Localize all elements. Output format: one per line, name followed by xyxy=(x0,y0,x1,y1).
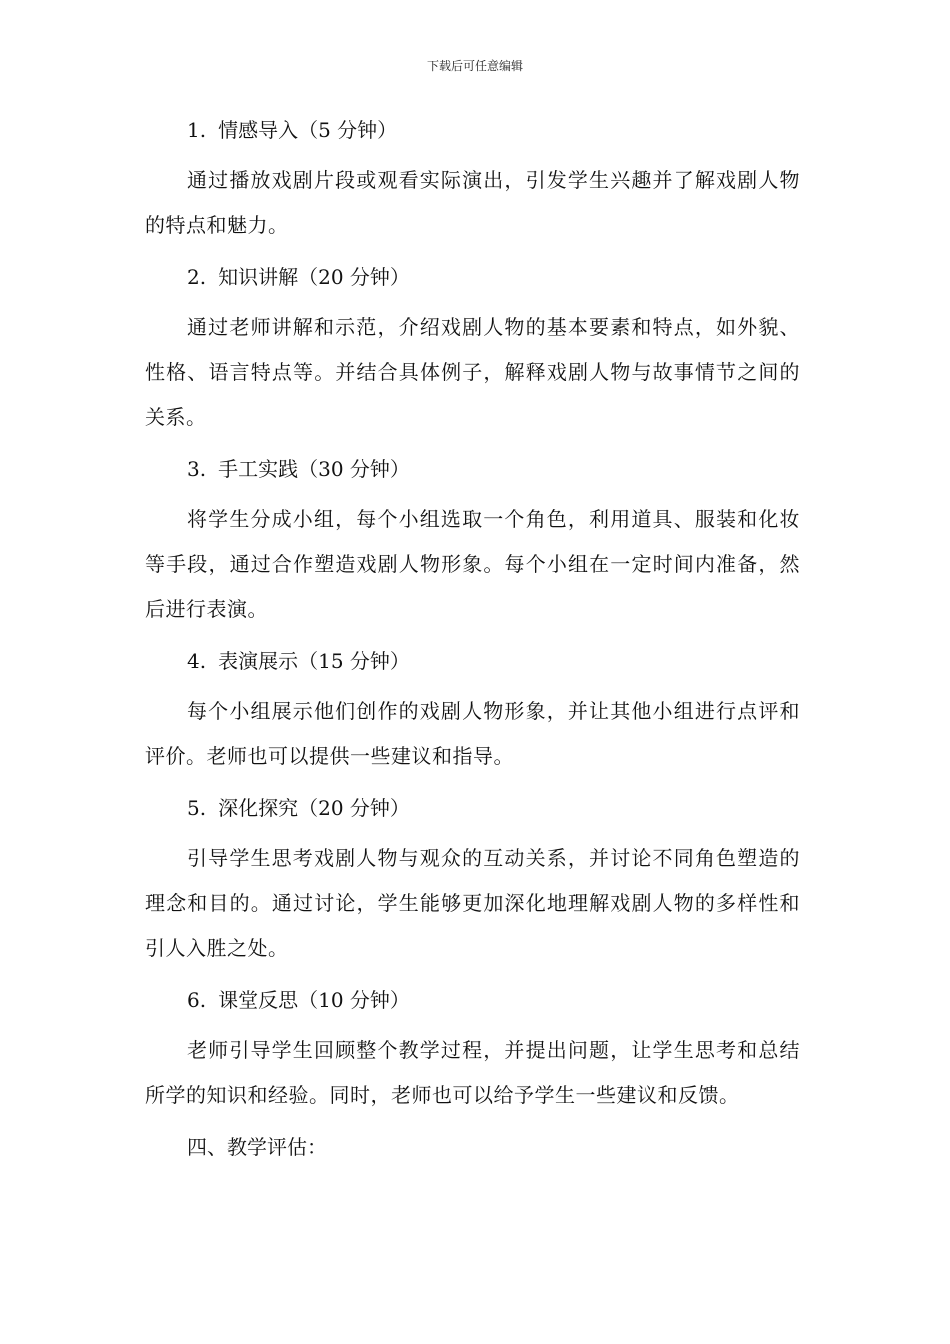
section-number: 4. xyxy=(187,649,207,673)
evaluation-section-title: 四、教学评估： xyxy=(187,1135,327,1159)
section-number: 1. xyxy=(187,118,207,142)
section-paragraph-3: 将学生分成小组，每个小组选取一个角色，利用道具、服装和化妆等手段，通过合作塑造戏剧人物形象。每个小组在一定时间内准备，然后进行表演。 xyxy=(145,507,800,621)
section-heading-5 xyxy=(145,789,800,827)
section-paragraph-4: 每个小组展示他们创作的戏剧人物形象，并让其他小组进行点评和评价。老师也可以提供一些建议和指导。 xyxy=(145,699,800,768)
section-title: 深化探究（20 分钟） xyxy=(218,796,410,820)
section-title: 情感导入（5 分钟） xyxy=(218,118,398,142)
section-paragraph-5: 引导学生思考戏剧人物与观众的互动关系，并讨论不同角色塑造的理念和目的。通过讨论，学生能够更加深化地理解戏剧人物的多样性和引人入胜之处。 xyxy=(145,846,800,960)
section-heading-3 xyxy=(145,450,800,488)
section-paragraph-6: 老师引导学生回顾整个教学过程，并提出问题，让学生思考和总结所学的知识和经验。同时，老师也可以给予学生一些建议和反馈。 xyxy=(145,1038,800,1107)
section-number: 2. xyxy=(187,265,207,289)
section-number: 5. xyxy=(187,796,207,820)
section-title: 表演展示（15 分钟） xyxy=(218,649,410,673)
section-heading-6 xyxy=(145,981,800,1019)
section-paragraph-1: 通过播放戏剧片段或观看实际演出，引发学生兴趣并了解戏剧人物的特点和魅力。 xyxy=(145,168,800,237)
section-heading-2 xyxy=(145,258,800,296)
document-body xyxy=(145,111,800,1166)
section-title: 手工实践（30 分钟） xyxy=(218,457,410,481)
section-title: 课堂反思（10 分钟） xyxy=(218,988,410,1012)
page-header: 下载后可任意编辑 xyxy=(426,59,523,73)
section-paragraph-2: 通过老师讲解和示范，介绍戏剧人物的基本要素和特点，如外貌、性格、语言特点等。并结合具体例子，解释戏剧人物与故事情节之间的关系。 xyxy=(145,315,800,429)
section-heading-1 xyxy=(145,111,800,149)
section-number: 3. xyxy=(187,457,207,481)
section-title: 知识讲解（20 分钟） xyxy=(218,265,410,289)
section-number: 6. xyxy=(187,988,207,1012)
section-heading-4 xyxy=(145,642,800,680)
